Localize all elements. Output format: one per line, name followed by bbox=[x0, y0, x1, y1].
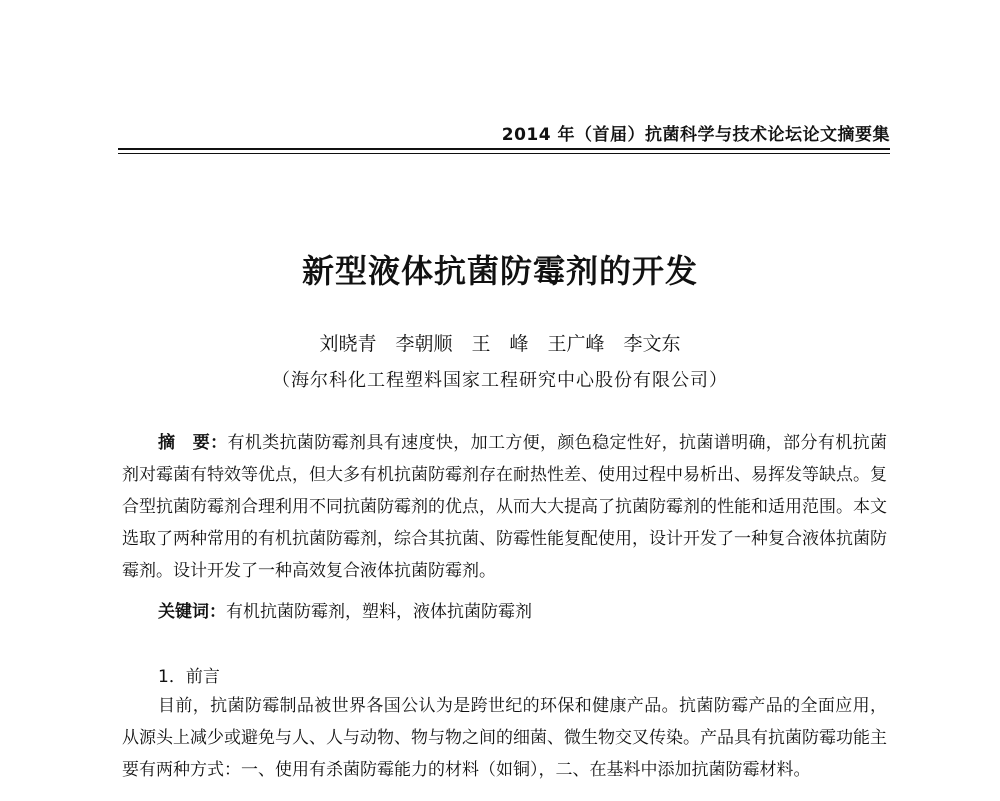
keywords-line bbox=[158, 596, 888, 628]
keywords-label: 关键词： bbox=[158, 602, 226, 622]
abstract-paragraph bbox=[122, 427, 887, 587]
abstract-text: 有机类抗菌防霉剂具有速度快，加工方便，颜色稳定性好，抗菌谱明确，部分有机抗菌剂对霉菌有特效等优点，但大多有机抗菌防霉剂存在耐热性差、使用过程中易析出、易挥发等缺点。复合型抗菌防霉剂合理利用不同抗菌防霉剂的优点，从而大大提高了抗菌防霉剂的性能和适用范围。本文选取了两种常用的有机抗菌防霉剂，综合其抗菌、防霉性能复配使用，设计开发了一种复合液体抗菌防霉剂。设计开发了一种高效复合液体抗菌防霉剂。 bbox=[122, 433, 888, 581]
intro-paragraph: 目前，抗菌防霉制品被世界各国公认为是跨世纪的环保和健康产品。抗菌防霉产品的全面应用，从源头上减少或避免与人、人与动物、物与物之间的细菌、微生物交叉传染。产品具有抗菌防霉功能主要有两种方式：一、使用有杀菌防霉能力的材料（如铜），二、在基料中添加抗菌防霉材料。 bbox=[122, 696, 887, 780]
section-heading: 1．前言 bbox=[158, 667, 220, 687]
affiliation: （海尔科化工程塑料国家工程研究中心股份有限公司） bbox=[272, 370, 728, 391]
author-list: 刘晓青 李朝顺 王 峰 王广峰 李文东 bbox=[319, 333, 681, 355]
header-rule-thick bbox=[118, 148, 890, 150]
header-rule-thin bbox=[118, 153, 890, 154]
keywords-text: 有机抗菌防霉剂，塑料，液体抗菌防霉剂 bbox=[226, 602, 532, 622]
running-head: 2014 年（首届）抗菌科学与技术论坛论文摘要集 bbox=[501, 125, 890, 145]
paper-title: 新型液体抗菌防霉剂的开发 bbox=[301, 252, 698, 290]
abstract-label: 摘 要： bbox=[158, 433, 228, 453]
